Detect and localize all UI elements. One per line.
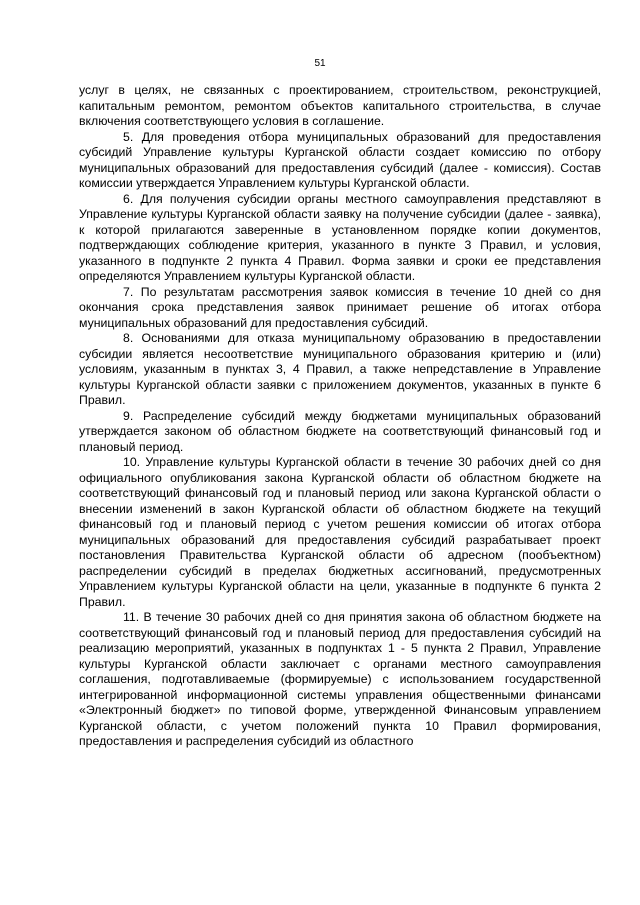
- paragraph-6: 6. Для получения субсидии органы местного самоуправления представляют в Управление культуры Курганской области заявку на получение субсидии (далее - заявка), к которой прилагаются заверенные в установленном порядке копии документов, подтверждающих соблюдение критерия, указанного в пункте 3 Правил, и условия, указанного в подпункте 2 пункта 4 Правил. Форма заявки и сроки ее представления определяются Управлением культуры Курганской области.: [79, 191, 601, 283]
- body-text: [79, 83, 601, 750]
- paragraph-continuation: услуг в целях, не связанных с проектированием, строительством, реконструкцией, капитальным ремонтом, ремонтом объектов капитального строительства, в случае включения соответствующего условия в соглашение.: [79, 83, 601, 128]
- paragraph-5: 5. Для проведения отбора муниципальных образований для предоставления субсидий Управление культуры Курганской области создает комиссию по отбору муниципальных образований для предоставления субсидий (далее - комиссия). Состав комиссии утверждается Управлением культуры Курганской области.: [79, 129, 601, 190]
- paragraph-7: 7. По результатам рассмотрения заявок комиссия в течение 10 дней со дня окончания срока представления заявок принимает решение об итогах отбора муниципальных образований для предоставления субсидий.: [79, 284, 601, 330]
- page-number: 51: [314, 58, 326, 69]
- paragraph-9: 9. Распределение субсидий между бюджетами муниципальных образований утверждается законом об областном бюджете на соответствующий финансовый год и плановый период.: [79, 408, 601, 454]
- paragraph-11: 11. В течение 30 рабочих дней со дня принятия закона об областном бюджете на соответствующий финансовый год и плановый период для предоставления субсидий на реализацию мероприятий, указанных в подпунктах 1 - 5 пункта 2 Правил, Управление культуры Курганской области заключает с органами местного самоуправления соглашения, подготавливаемые (формируемые) с использованием государственной интегрированной информационной системы управления общественными финансами «Электронный бюджет» по типовой форме, утвержденной Финансовым управлением Курганской области, с учетом положений пункта 10 Правил формирования, предоставления и распределения субсидий из областного: [79, 610, 601, 748]
- paragraph-10: 10. Управление культуры Курганской области в течение 30 рабочих дней со дня официального опубликования закона Курганской области об областном бюджете на соответствующий финансовый год и плановый период или закона Курганской области о внесении изменений в закон Курганской области об областном бюджете на текущий финансовый год и плановый период с учетом решения комиссии об итогах отбора муниципальных образований для предоставления субсидий разрабатывает проект постановления Правительства Курганской области об адресном (пообъектном) распределении субсидий в пределах бюджетных ассигнований, предусмотренных Управлением культуры Курганской области на цели, указанные в подпункте 6 пункта 2 Правил.: [79, 455, 601, 609]
- paragraph-8: 8. Основаниями для отказа муниципальному образованию в предоставлении субсидии является несоответствие муниципального образования критерию и (или) условиям, указанным в пунктах 3, 4 Правил, а также непредставление в Управление культуры Курганской области заявки с приложением документов, указанных в пункте 6 Правил.: [79, 331, 601, 407]
